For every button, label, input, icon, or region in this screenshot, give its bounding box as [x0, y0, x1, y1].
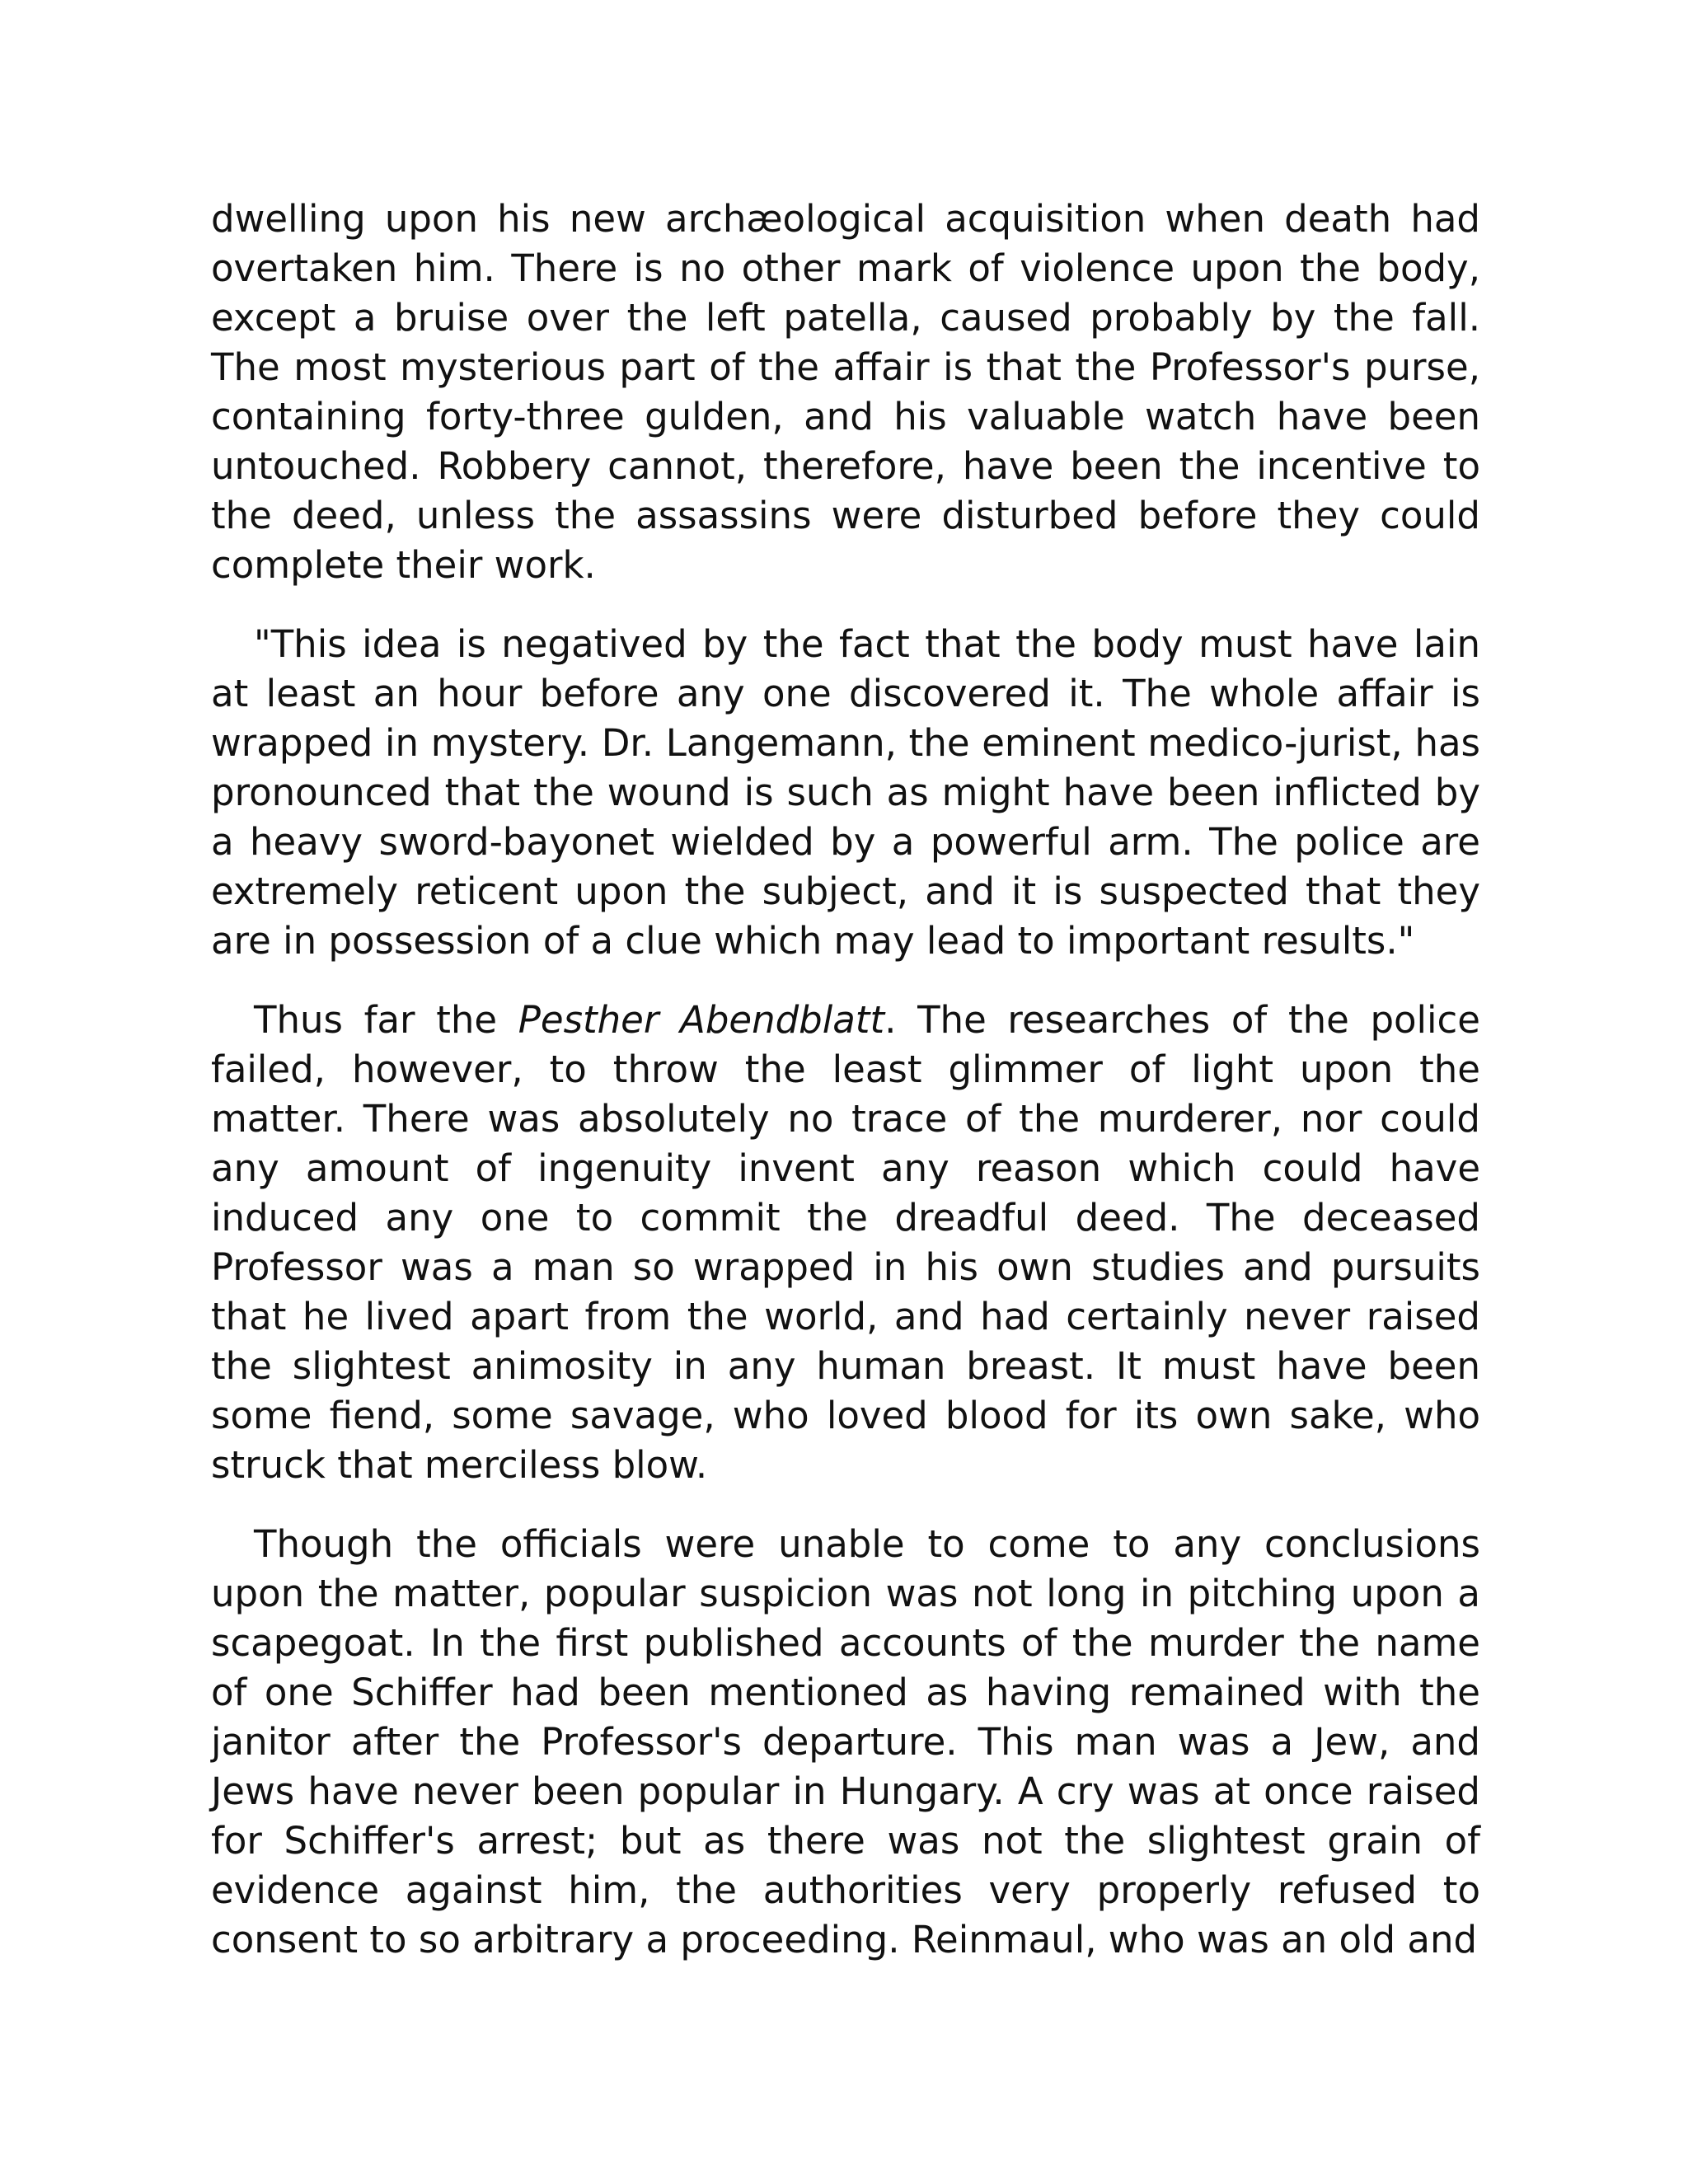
paragraph-1: dwelling upon his new archæological acquisition when death had overtaken him. There is no other mark of violence upon the body, except a bruise over the left patella, caused probably by the fall. The most mysterious part of the affair is that the Professor's purse, containing forty-three gulden, and his valuable watch have been untouched. Robbery cannot, therefore, have been the incentive to the deed, unless the assassins were disturbed before they could complete their work. — [211, 197, 1480, 587]
paragraph-3 — [211, 996, 1480, 1490]
paragraph-4: Though the officials were unable to come to any conclusions upon the matter, popular suspicion was not long in pitching upon a scapegoat. In the first published accounts of the murder the name of one Schiffer had been mentioned as having remained with the janitor after the Professor's departure. This man was a Jew, and Jews have never been popular in Hungary. A cry was at once raised for Schiffer's arrest; but as there was not the slightest grain of evidence against him, the authorities very properly refused to consent to so arbitrary a proceeding. Reinmaul, who was an old and — [211, 1522, 1480, 1961]
paragraph-3-lead: Thus far the — [254, 998, 518, 1042]
document-page — [211, 194, 1480, 1965]
newspaper-title: Pesther Abendblatt — [518, 998, 885, 1042]
paragraph-2: "This idea is negatived by the fact that the body must have lain at least an hour before any one discovered it. The whole affair is wrapped in mystery. Dr. Langemann, the eminent medico-jurist, has pronounced that the wound is such as might have been inflicted by a heavy sword-bayonet wielded by a powerful arm. The police are extremely reticent upon the subject, and it is suspected that they are in possession of a clue which may lead to important results." — [211, 622, 1480, 963]
paragraph-3-rest: . The researches of the police failed, however, to throw the least glimmer of light upon the matter. There was absolutely no trace of the murderer, nor could any amount of ingenuity invent any reason which could have induced any one to commit the dreadful deed. The deceased Professor was a man so wrapped in his own studies and pursuits that he lived apart from the world, and had certainly never raised the slightest animosity in any human breast. It must have been some fiend, some savage, who loved blood for its own sake, who struck that merciless blow. — [211, 998, 1480, 1487]
